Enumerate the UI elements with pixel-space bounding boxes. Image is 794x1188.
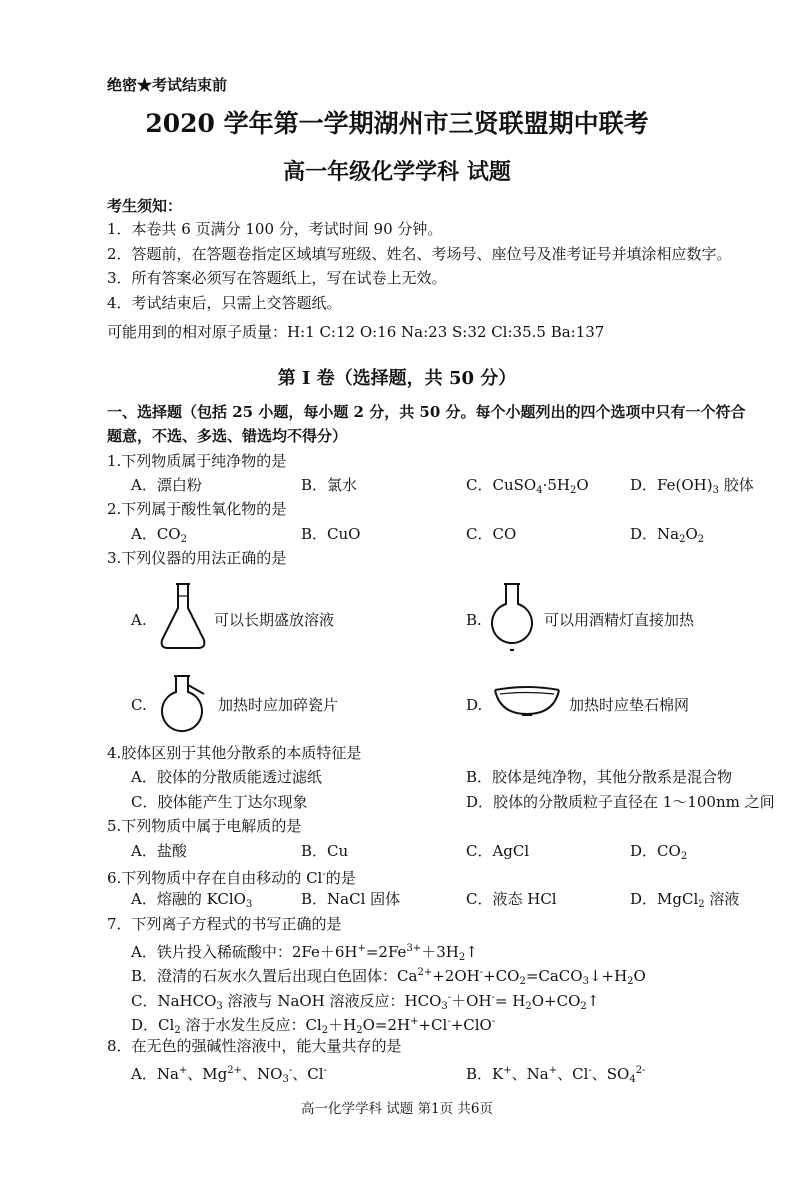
option-d: D．$Cl_2$ 溶于水发生反应：$Cl_2+H_2O=2H^++Cl^-+ClO^-$ [131,1016,496,1036]
exam-subtitle: 高一年级化学学科 试题 [283,159,511,185]
notice-heading: 考生须知： [107,197,183,215]
option-c: C．AgCl [466,842,530,860]
option-a: A．盐酸 [131,842,187,860]
option-b-text: 可以用酒精灯直接加热 [544,611,695,629]
option-c: C．CO [466,525,517,543]
notice-item: 1．本卷共 6 页满分 100 分，考试时间 90 分钟。 [107,220,443,238]
option-b: B．K+、Na+、Cl-、$SO_4^{2-}$ [466,1065,646,1085]
option-b: B．CuO [301,525,361,543]
distillation-flask-icon [158,672,210,737]
option-d: D．胶体的分散质粒子直径在 1～100nm 之间 [466,793,775,811]
volumetric-flask-icon [158,580,208,655]
option-c: C．液态 HCl [466,890,557,908]
option-b: B．澄清的石灰水久置后出现白色固体：$Ca^{2+}+2OH^-+CO_2=CaCO_3↓+H_2O$ [131,967,646,987]
section-title: 第 I 卷（选择题，共 50 分） [277,368,517,389]
question-stem: 5.下列物质中属于电解质的是 [107,817,302,835]
option-a: A．漂白粉 [131,476,202,494]
option-a-letter: A. [131,611,147,629]
question-stem: 4.胶体区别于其他分散系的本质特征是 [107,744,362,762]
round-flask-icon [489,580,535,655]
option-b: B．NaCl 固体 [301,890,401,908]
option-d: D．$Fe(OH)_3$ 胶体 [630,476,754,496]
question-stem: 3.下列仪器的用法正确的是 [107,549,287,567]
exam-title: 2020 学年第一学期湖州市三贤联盟期中联考 [145,109,649,138]
question-stem: 6.下列物质中存在自由移动的 Cl-的是 [107,869,356,887]
option-a-text: 可以长期盛放溶液 [214,611,335,629]
option-c: C．胶体能产生丁达尔现象 [131,793,308,811]
question-stem: 7．下列离子方程式的书写正确的是 [107,915,342,933]
option-d-text: 加热时应垫石棉网 [569,696,690,714]
section-instruction: 题意，不选、多选、错选均不得分） [107,427,348,445]
option-a: A．铁片投入稀硫酸中：$2Fe+6H^+=2Fe^{3+}+3H_2↑$ [131,943,478,963]
question-stem: 1.下列物质属于纯净物的是 [107,452,287,470]
option-c-letter: C. [131,696,147,714]
confidential-label: 绝密★考试结束前 [107,76,228,94]
evaporating-dish-icon [492,682,562,722]
option-c: C．$CuSO_4\cdot 5H_2O$ [466,476,589,496]
option-a: A．胶体的分散质能透过滤纸 [131,768,322,786]
option-d: D．$Na_2O_2$ [630,525,705,545]
option-b: B．Cu [301,842,349,860]
option-b: B．胶体是纯净物，其他分散系是混合物 [466,768,733,786]
option-b: B．氯水 [301,476,358,494]
notice-item: 2．答题前，在答题卷指定区域填写班级、姓名、考场号、座位号及准考证号并填涂相应数字。 [107,245,732,263]
option-c: C．NaHCO$_3$ 溶液与 NaOH 溶液反应：$HCO_3^-+OH^-=$ $H_2O+CO_2↑$ [131,992,600,1012]
atomic-masses: 可能用到的相对原子质量：H:1 C:12 O:16 Na:23 S:32 Cl:35.5 Ba:137 [107,323,605,341]
option-a: A．熔融的 KClO$_3$ [131,890,253,910]
question-stem: 2.下列属于酸性氧化物的是 [107,500,287,518]
option-c-text: 加热时应加碎瓷片 [218,696,339,714]
section-instruction: 一、选择题（包括 25 小题，每小题 2 分，共 50 分。每个小题列出的四个选项中只有一个符合 [107,403,746,421]
page-footer: 高一化学学科 试题 第1页 共6页 [300,1101,494,1117]
option-b-letter: B. [466,611,482,629]
option-d-letter: D. [466,696,483,714]
notice-item: 4．考试结束后，只需上交答题纸。 [107,294,342,312]
option-a: A．$CO_2$ [131,525,187,545]
option-d: D．$CO_2$ [630,842,688,862]
notice-item: 3．所有答案必须写在答题纸上，写在试卷上无效。 [107,269,447,287]
option-d: D．MgCl$_2$ 溶液 [630,890,740,910]
option-a: A．Na+、$Mg^{2+}$、$NO_3^-$、Cl- [131,1065,327,1085]
question-stem: 8．在无色的强碱性溶液中，能大量共存的是 [107,1037,402,1055]
